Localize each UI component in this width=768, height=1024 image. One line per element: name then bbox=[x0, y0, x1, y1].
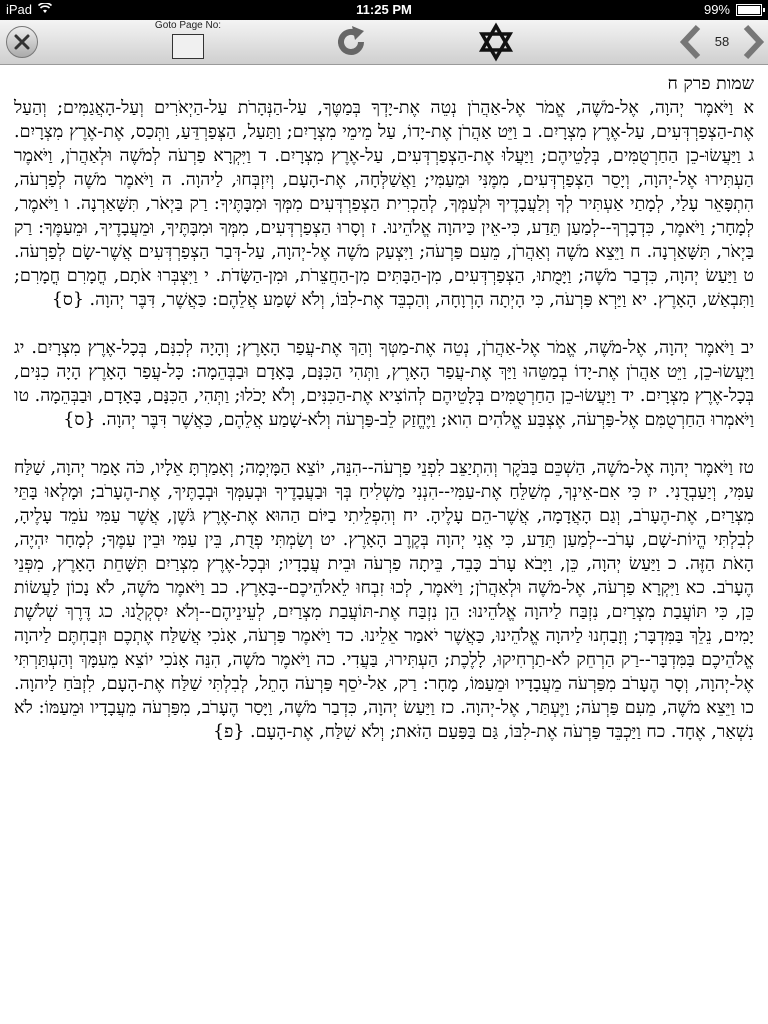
chevron-right-icon bbox=[740, 23, 766, 61]
next-page-button[interactable] bbox=[740, 23, 766, 61]
chevron-left-icon bbox=[678, 23, 704, 61]
page-content bbox=[0, 66, 768, 1024]
close-button[interactable] bbox=[6, 26, 38, 58]
refresh-icon bbox=[331, 23, 371, 61]
goto-page bbox=[150, 20, 226, 59]
device-name: iPad bbox=[6, 2, 33, 17]
page-navigation bbox=[678, 23, 768, 61]
status-bar bbox=[0, 0, 768, 20]
close-icon bbox=[13, 33, 31, 51]
status-time: 11:25 PM bbox=[356, 2, 412, 17]
scripture-text bbox=[0, 66, 768, 744]
toolbar bbox=[0, 20, 768, 65]
paragraph: יב וַיֹּאמֶר יְהוָה, אֶל-מֹשֶׁה, אֱמֹר אֶל-אַהֲרֹן, נְטֵה אֶת-מַטְּךָ וְהַךְ אֶת-עֲפַר הָאָרֶץ; וְהָיָה לְכִנִּם, בְּכָל-אֶרֶץ מִצְרָיִם. יג וַיַּעֲשׂוּ-כֵן, וַיֵּט אַהֲרֹן אֶת-יָדוֹ בְמַטֵּהוּ וַיַּךְ אֶת-עֲפַר הָאָרֶץ, וַתְּהִי הַכִּנָּם, בָּאָדָם וּבַבְּהֵמָה: כָּל-עֲפַר הָאָרֶץ הָיָה כִנִּים, בְּכָל-אֶרֶץ מִצְרָיִם. יד וַיַּעֲשׂוּ-כֵן הַחַרְטֻמִּים בְּלָטֵיהֶם לְהוֹצִיא אֶת-הַכִּנִּים, וְלֹא יָכֹלוּ; וַתְּהִי, הַכִּנָּם, בָּאָדָם, וּבַבְּהֵמָה. טו וַיֹּאמְרוּ הַחַרְטֻמִּם אֶל-פַּרְעֹה, אֶצְבַּע אֱלֹהִים הִוא; וַיֶּחֱזַק לֵב-פַּרְעֹה וְלֹא-שָׁמַע אֲלֵהֶם, כַּאֲשֶׁר דִּבֶּר יְהוָה. {ס} bbox=[14, 338, 754, 430]
previous-page-button[interactable] bbox=[678, 23, 704, 61]
refresh-button[interactable] bbox=[331, 23, 371, 61]
battery-icon bbox=[736, 4, 762, 16]
page-number: 58 bbox=[714, 34, 730, 49]
paragraph: טז וַיֹּאמֶר יְהוָה אֶל-מֹשֶׁה, הַשְׁכֵּם בַּבֹּקֶר וְהִתְיַצֵּב לִפְנֵי פַרְעֹה--הִנֵּה, יוֹצֵא הַמָּיְמָה; וְאָמַרְתָּ אֵלָיו, כֹּה אָמַר יְהוָה, שַׁלַּח עַמִּי, וְיַעַבְדֻנִי. יז כִּי אִם-אֵינְךָ, מְשַׁלֵּחַ אֶת-עַמִּי--הִנְנִי מַשְׁלִיחַ בְּךָ וּבַעֲבָדֶיךָ וּבְעַמְּךָ וּבְבָתֶּיךָ, אֶת-הֶעָרֹב; וּמָלְאוּ בָּתֵּי מִצְרַיִם, אֶת-הֶעָרֹב, וְגַם הָאֲדָמָה, אֲשֶׁר-הֵם עָלֶיהָ. יח וְהִפְלֵיתִי בַיּוֹם הַהוּא אֶת-אֶרֶץ גֹּשֶׁן, אֲשֶׁר עַמִּי עֹמֵד עָלֶיהָ, לְבִלְתִּי הֱיוֹת-שָׁם, עָרֹב--לְמַעַן תֵּדַע, כִּי אֲנִי יְהוָה בְּקֶרֶב הָאָרֶץ. יט וְשַׂמְתִּי פְדֻת, בֵּין עַמִּי וּבֵין עַמֶּךָ; לְמָחָר יִהְיֶה, הָאֹת הַזֶּה. כ וַיַּעַשׂ יְהוָה, כֵּן, וַיָּבֹא עָרֹב כָּבֵד, בֵּיתָה פַרְעֹה וּבֵית עֲבָדָיו; וּבְכָל-אֶרֶץ מִצְרַיִם תִּשָּׁחֵת הָאָרֶץ, מִפְּנֵי הֶעָרֹב. כא וַיִּקְרָא פַרְעֹה, אֶל-מֹשֶׁה וּלְאַהֲרֹן; וַיֹּאמֶר, לְכוּ זִבְחוּ לֵאלֹהֵיכֶם--בָּאָרֶץ. כב וַיֹּאמֶר מֹשֶׁה, לֹא נָכוֹן לַעֲשׂוֹת כֵּן, כִּי תּוֹעֲבַת מִצְרַיִם, נִזְבַּח לַיהוָה אֱלֹהֵינוּ: הֵן נִזְבַּח אֶת-תּוֹעֲבַת מִצְרַיִם, לְעֵינֵיהֶם--וְלֹא יִסְקְלֻנוּ. כג דֶּרֶךְ שְׁלֹשֶׁת יָמִים, נֵלֵךְ בַּמִּדְבָּר; וְזָבַחְנוּ לַיהוָה אֱלֹהֵינוּ, כַּאֲשֶׁר יֹאמַר אֵלֵינוּ. כד וַיֹּאמֶר פַּרְעֹה, אָנֹכִי אֲשַׁלַּח אֶתְכֶם וּזְבַחְתֶּם לַיהוָה אֱלֹהֵיכֶם בַּמִּדְבָּר--רַק הַרְחֵק לֹא-תַרְחִיקוּ, לָלֶכֶת; הַעְתִּירוּ, בַּעֲדִי. כה וַיֹּאמֶר מֹשֶׁה, הִנֵּה אָנֹכִי יוֹצֵא מֵעִמָּךְ וְהַעְתַּרְתִּי אֶל-יְהוָה, וְסָר הֶעָרֹב מִפַּרְעֹה מֵעֲבָדָיו וּמֵעַמּוֹ, מָחָר: רַק, אַל-יֹסֵף פַּרְעֹה הָתֵל, לְבִלְתִּי שַׁלַּח אֶת-הָעָם, לִזְבֹּחַ לַיהוָה. כו וַיֵּצֵא מֹשֶׁה, מֵעִם פַּרְעֹה; וַיֶּעְתַּר, אֶל-יְהוָה. כז וַיַּעַשׂ יְהוָה, כִּדְבַר מֹשֶׁה, וַיָּסַר הֶעָרֹב, מִפַּרְעֹה מֵעֲבָדָיו וּמֵעַמּוֹ: לֹא נִשְׁאַר, אֶחָד. כח וַיַּכְבֵּד פַּרְעֹה אֶת-לִבּוֹ, גַּם בַּפַּעַם הַזֹּאת; וְלֹא שִׁלַּח, אֶת-הָעָם. {פ} bbox=[14, 458, 754, 742]
battery-fill bbox=[738, 6, 760, 14]
star-of-david-icon bbox=[476, 22, 516, 62]
goto-page-label: Goto Page No: bbox=[154, 20, 222, 31]
paragraph: א וַיֹּאמֶר יְהוָה, אֶל-מֹשֶׁה, אֱמֹר אֶל-אַהֲרֹן נְטֵה אֶת-יָדְךָ בְּמַטֶּךָ, עַל-הַנְּהָרֹת עַל-הַיְאֹרִים וְעַל-הָאֲגַמִּים; וְהַעַל אֶת-הַצְפַרְדְּעִים, עַל-אֶרֶץ מִצְרָיִם. ב וַיֵּט אַהֲרֹן אֶת-יָדוֹ, עַל מֵימֵי מִצְרָיִם; וַתַּעַל, הַצְּפַרְדֵּעַ, וַתְּכַס, אֶת-אֶרֶץ מִצְרָיִם. ג וַיַּעֲשׂוּ-כֵן הַחַרְטֻמִּים, בְּלָטֵיהֶם; וַיַּעֲלוּ אֶת-הַצְפַרְדְּעִים, עַל-אֶרֶץ מִצְרָיִם. ד וַיִּקְרָא פַרְעֹה לְמֹשֶׁה וּלְאַהֲרֹן, וַיֹּאמֶר הַעְתִּירוּ אֶל-יְהוָה, וְיָסֵר הַצְפַרְדְּעִים, מִמֶּנִּי וּמֵעַמִּי; וַאֲשַׁלְּחָה, אֶת-הָעָם, וְיִזְבְּחוּ, לַיהוָה. ה וַיֹּאמֶר מֹשֶׁה לְפַרְעֹה, הִתְפָּאֵר עָלַי, לְמָתַי אַעְתִּיר לְךָ וְלַעֲבָדֶיךָ וּלְעַמְּךָ, לְהַכְרִית הַצְפַרְדְּעִים מִמְּךָ וּמִבָּתֶּיךָ: רַק בַּיְאֹר, תִּשָּׁאַרְנָה. ו וַיֹּאמֶר, לְמָחָר; וַיֹּאמֶר, כִּדְבָרְךָ--לְמַעַן תֵּדַע, כִּי-אֵין כַּיהוָה אֱלֹהֵינוּ. ז וְסָרוּ הַצְפַרְדְּעִים, מִמְּךָ וּמִבָּתֶּיךָ, וּמֵעֲבָדֶיךָ, וּמֵעַמֶּךָ: רַק בַּיְאֹר, תִּשָּׁאַרְנָה. ח וַיֵּצֵא מֹשֶׁה וְאַהֲרֹן, מֵעִם פַּרְעֹה; וַיִּצְעַק מֹשֶׁה אֶל-יְהוָה, עַל-דְּבַר הַצְפַרְדְּעִים אֲשֶׁר-שָׂם לְפַרְעֹה. ט וַיַּעַשׂ יְהוָה, כִּדְבַר מֹשֶׁה; וַיָּמֻתוּ, הַצְפַרְדְּעִים, מִן-הַבָּתִּים מִן-הַחֲצֵרֹת, וּמִן-הַשָּׂדֹת. י וַיִּצְבְּרוּ אֹתָם, חֳמָרִם חֳמָרִם; וַתִּבְאַשׁ, הָאָרֶץ. יא וַיַּרְא פַּרְעֹה, כִּי הָיְתָה הָרְוָחָה, וְהַכְבֵּד אֶת-לִבּוֹ, וְלֹא שָׁמַע אֲלֵהֶם: כַּאֲשֶׁר, דִּבֶּר יְהוָה. {ס} bbox=[14, 98, 754, 310]
star-of-david-button[interactable] bbox=[476, 22, 516, 62]
chapter-title: שמות פרק ח bbox=[667, 74, 754, 94]
goto-page-input[interactable] bbox=[172, 34, 204, 59]
battery-percent: 99% bbox=[703, 2, 730, 17]
status-right bbox=[704, 2, 762, 17]
